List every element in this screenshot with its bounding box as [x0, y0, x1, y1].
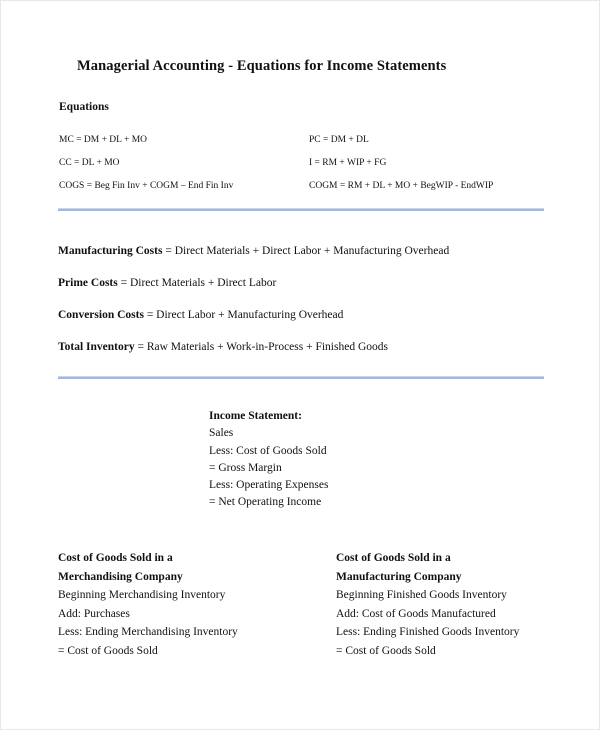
cogs-column-line: Less: Ending Merchandising Inventory [58, 626, 238, 639]
definition-line [58, 244, 558, 276]
equation-left: COGS = Beg Fin Inv + COGM – End Fin Inv [59, 181, 234, 191]
cogs-merchandising-column [58, 549, 238, 661]
divider-rule-bottom [58, 376, 544, 379]
definition-term: Conversion Costs [58, 309, 144, 321]
income-statement-line: Less: Operating Expenses [209, 479, 329, 492]
cogs-manufacturing-column [336, 549, 519, 661]
definition-value: = Direct Materials + Direct Labor + Manufacturing Overhead [162, 245, 450, 257]
equation-row [59, 134, 545, 157]
cogs-column-line: Beginning Finished Goods Inventory [336, 589, 507, 602]
definition-line [58, 276, 558, 308]
equations-section-heading: Equations [59, 101, 109, 113]
definition-value: = Raw Materials + Work-in-Process + Finished Goods [134, 341, 388, 353]
cogs-column-title-line1: Cost of Goods Sold in a [58, 552, 173, 564]
cogs-column-title-line2: Manufacturing Company [336, 570, 462, 583]
definition-value: = Direct Materials + Direct Labor [117, 277, 277, 289]
equation-right: COGM = RM + DL + MO + BegWIP - EndWIP [309, 181, 494, 191]
cogs-column-line: Less: Ending Finished Goods Inventory [336, 626, 520, 639]
income-statement-block [209, 408, 328, 512]
cogs-column-title-line2: Merchandising Company [58, 570, 183, 583]
income-statement-line: = Net Operating Income [209, 496, 322, 509]
definition-value: = Direct Labor + Manufacturing Overhead [143, 309, 344, 321]
income-statement-line: Less: Cost of Goods Sold [209, 444, 327, 457]
cogs-column-line: Add: Purchases [58, 607, 130, 620]
income-statement-line: = Gross Margin [209, 461, 282, 474]
equation-right: PC = DM + DL [309, 135, 369, 145]
cogs-column-title-line1: Cost of Goods Sold in a [336, 552, 451, 564]
equations-grid [59, 134, 545, 203]
equation-left: CC = DL + MO [59, 158, 120, 168]
income-statement-title: Income Statement: [209, 410, 302, 422]
page-title: Managerial Accounting - Equations for Income Statements [77, 58, 447, 74]
cogs-column-line: Beginning Merchandising Inventory [58, 589, 226, 602]
cogs-column-line: = Cost of Goods Sold [58, 644, 158, 657]
cogs-column-line: = Cost of Goods Sold [336, 644, 436, 657]
equation-right: I = RM + WIP + FG [309, 158, 387, 168]
definition-term: Total Inventory [58, 341, 135, 353]
definition-term: Manufacturing Costs [58, 245, 163, 257]
definitions-list [58, 244, 558, 372]
equation-row [59, 180, 545, 203]
definition-line [58, 340, 558, 372]
cogs-column-line: Add: Cost of Goods Manufactured [336, 607, 496, 620]
income-statement-line: Sales [209, 427, 234, 440]
equation-left: MC = DM + DL + MO [59, 135, 148, 145]
definition-term: Prime Costs [58, 277, 118, 289]
divider-rule-top [58, 208, 544, 211]
definition-line [58, 308, 558, 340]
equation-row [59, 157, 545, 180]
